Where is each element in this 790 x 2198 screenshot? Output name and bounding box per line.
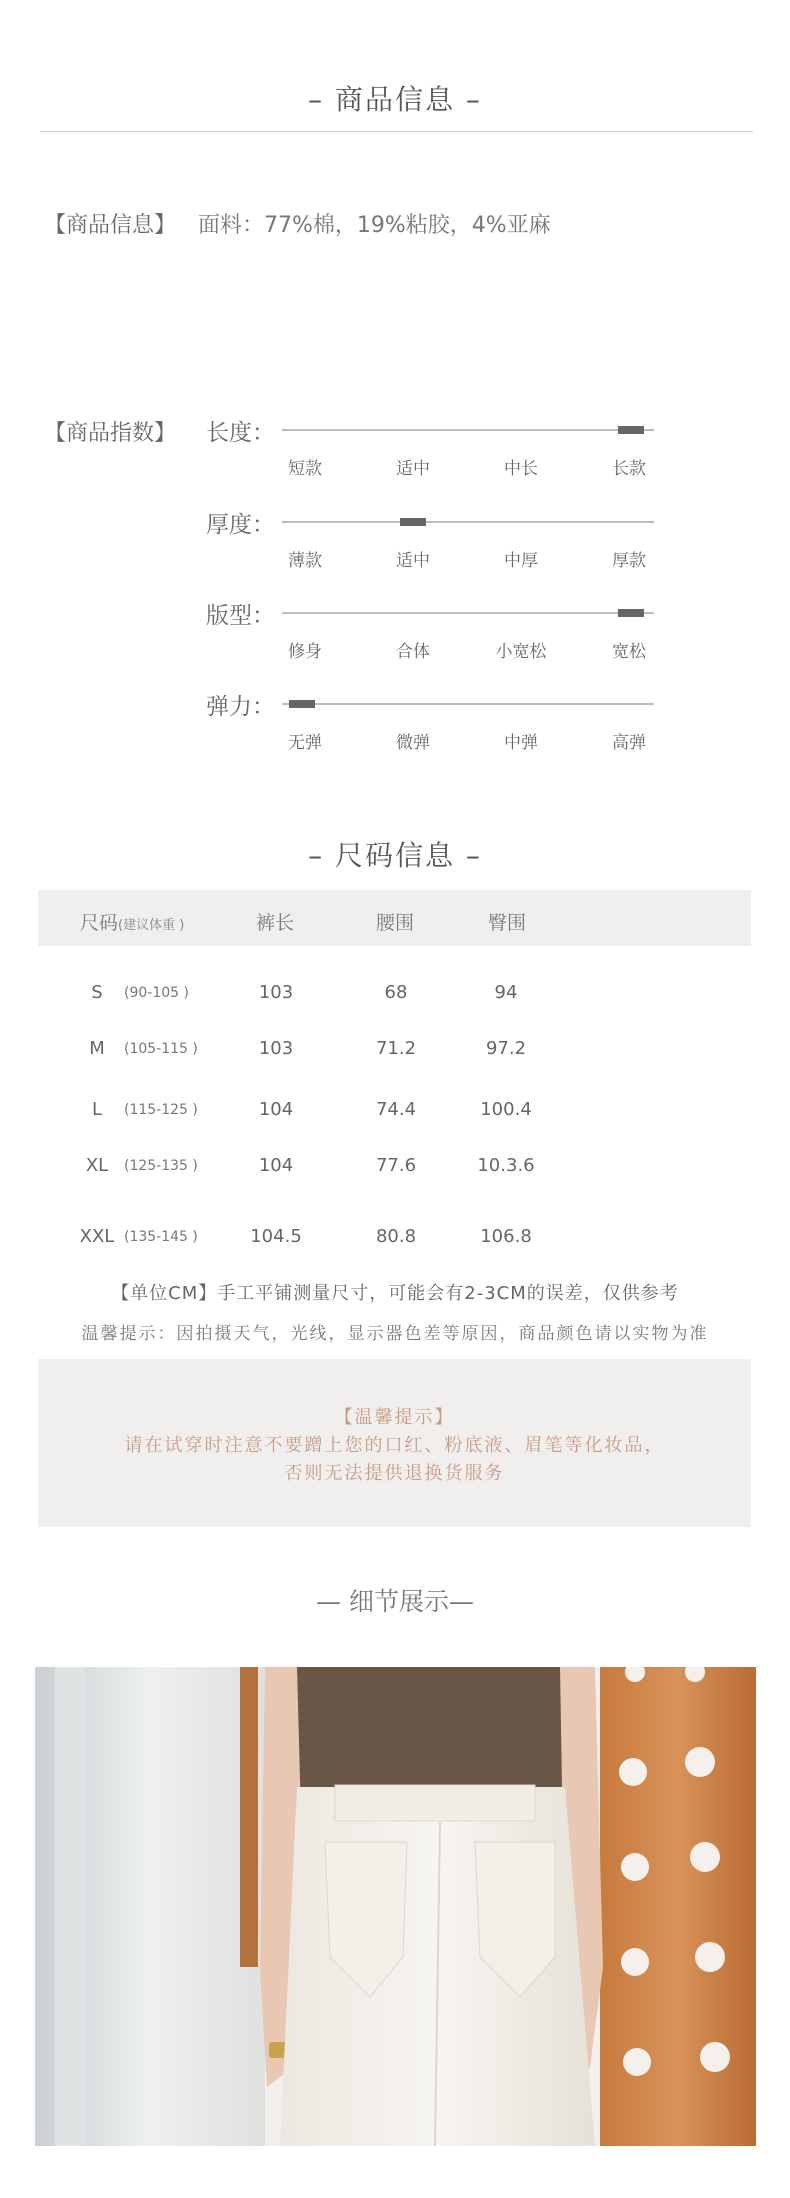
title-divider (40, 131, 753, 132)
cell-waist: 77.6 (375, 1155, 417, 1176)
cell-weight: (90-105 ) (124, 985, 189, 1001)
color-note: 温馨提示：因拍摄天气，光线，显示器色差等原因，商品颜色请以实物为准 (81, 1324, 709, 1344)
scale-tick-label: 中弹 (504, 733, 538, 753)
detail-title: — 细节展示— (316, 1587, 474, 1616)
scale-tick-label: 长款 (612, 459, 646, 479)
scale-marker (618, 609, 644, 617)
cell-waist: 68 (384, 982, 408, 1003)
scale-tick-label: 小宽松 (495, 642, 547, 662)
scale-tick-label: 合体 (396, 642, 430, 662)
cell-length: 103 (258, 982, 294, 1003)
cell-weight: (135-145 ) (124, 1229, 198, 1245)
cell-waist: 80.8 (375, 1226, 417, 1247)
scale-tick-label: 适中 (396, 551, 430, 571)
cell-size: S (91, 982, 103, 1003)
detail-photo-illustration (35, 1667, 756, 2146)
cell-size: XXL (79, 1226, 115, 1247)
scale-tick-label: 高弹 (612, 733, 646, 753)
cell-length: 104 (258, 1155, 294, 1176)
tip-title: 【温馨提示】 (334, 1407, 455, 1428)
product-fabric-value: 面料：77%棉，19%粘胶，4%亚麻 (198, 213, 551, 238)
header-size (80, 908, 184, 935)
cell-hip: 94 (494, 982, 518, 1003)
scale-track (282, 703, 654, 705)
product-info-title: – 商品信息 – (308, 83, 482, 116)
cell-size: L (91, 1099, 103, 1120)
scale-name: 厚度： (206, 512, 275, 538)
header-hip: 臀围 (488, 912, 527, 934)
header-length: 裤长 (256, 912, 295, 934)
scale-track (282, 429, 654, 431)
cell-size: M (89, 1038, 105, 1059)
product-info-label: 【商品信息】 (44, 213, 177, 238)
scale-tick-label: 无弹 (288, 733, 322, 753)
cell-weight: (125-135 ) (124, 1158, 198, 1174)
product-index-label: 【商品指数】 (44, 421, 177, 446)
size-table-header (38, 890, 751, 946)
scale-name: 长度： (206, 420, 275, 446)
scale-tick-label: 厚款 (612, 551, 646, 571)
cell-weight: (115-125 ) (124, 1102, 198, 1118)
scale-marker (289, 700, 315, 708)
tip-line-2: 否则无法提供退换货服务 (284, 1463, 505, 1484)
cell-length: 103 (258, 1038, 294, 1059)
tip-line-1: 请在试穿时注意不要蹭上您的口红、粉底液、眉笔等化妆品， (124, 1435, 665, 1456)
scale-marker (400, 518, 426, 526)
cell-hip: 100.4 (480, 1099, 532, 1120)
scale-tick-label: 中厚 (504, 551, 538, 571)
scale-name: 版型： (206, 603, 275, 629)
scale-track (282, 612, 654, 614)
cell-weight: (105-115 ) (124, 1041, 198, 1057)
scale-tick-label: 短款 (288, 459, 322, 479)
cell-size: XL (85, 1155, 109, 1176)
scale-tick-label: 微弹 (396, 733, 430, 753)
scale-tick-label: 中长 (504, 459, 538, 479)
header-size-note: (建议体重 ) (118, 918, 185, 933)
scale-tick-label: 适中 (396, 459, 430, 479)
detail-photo (35, 1667, 756, 2146)
cell-length: 104 (258, 1099, 294, 1120)
cell-hip: 10.3.6 (477, 1155, 535, 1176)
cell-waist: 74.4 (375, 1099, 417, 1120)
scale-marker (618, 426, 644, 434)
unit-note: 【单位CM】手工平铺测量尺寸，可能会有2-3CM的误差，仅供参考 (111, 1283, 679, 1304)
cell-hip: 106.8 (480, 1226, 532, 1247)
scale-tick-label: 宽松 (612, 642, 646, 662)
header-size-label: 尺码 (80, 912, 119, 934)
scale-name: 弹力： (206, 694, 275, 720)
cell-hip: 97.2 (485, 1038, 527, 1059)
scale-track (282, 521, 654, 523)
cell-length: 104.5 (250, 1226, 302, 1247)
scale-tick-label: 修身 (288, 642, 322, 662)
header-waist: 腰围 (376, 912, 415, 934)
scale-tick-label: 薄款 (288, 551, 322, 571)
size-info-title: – 尺码信息 – (308, 839, 482, 872)
cell-waist: 71.2 (375, 1038, 417, 1059)
